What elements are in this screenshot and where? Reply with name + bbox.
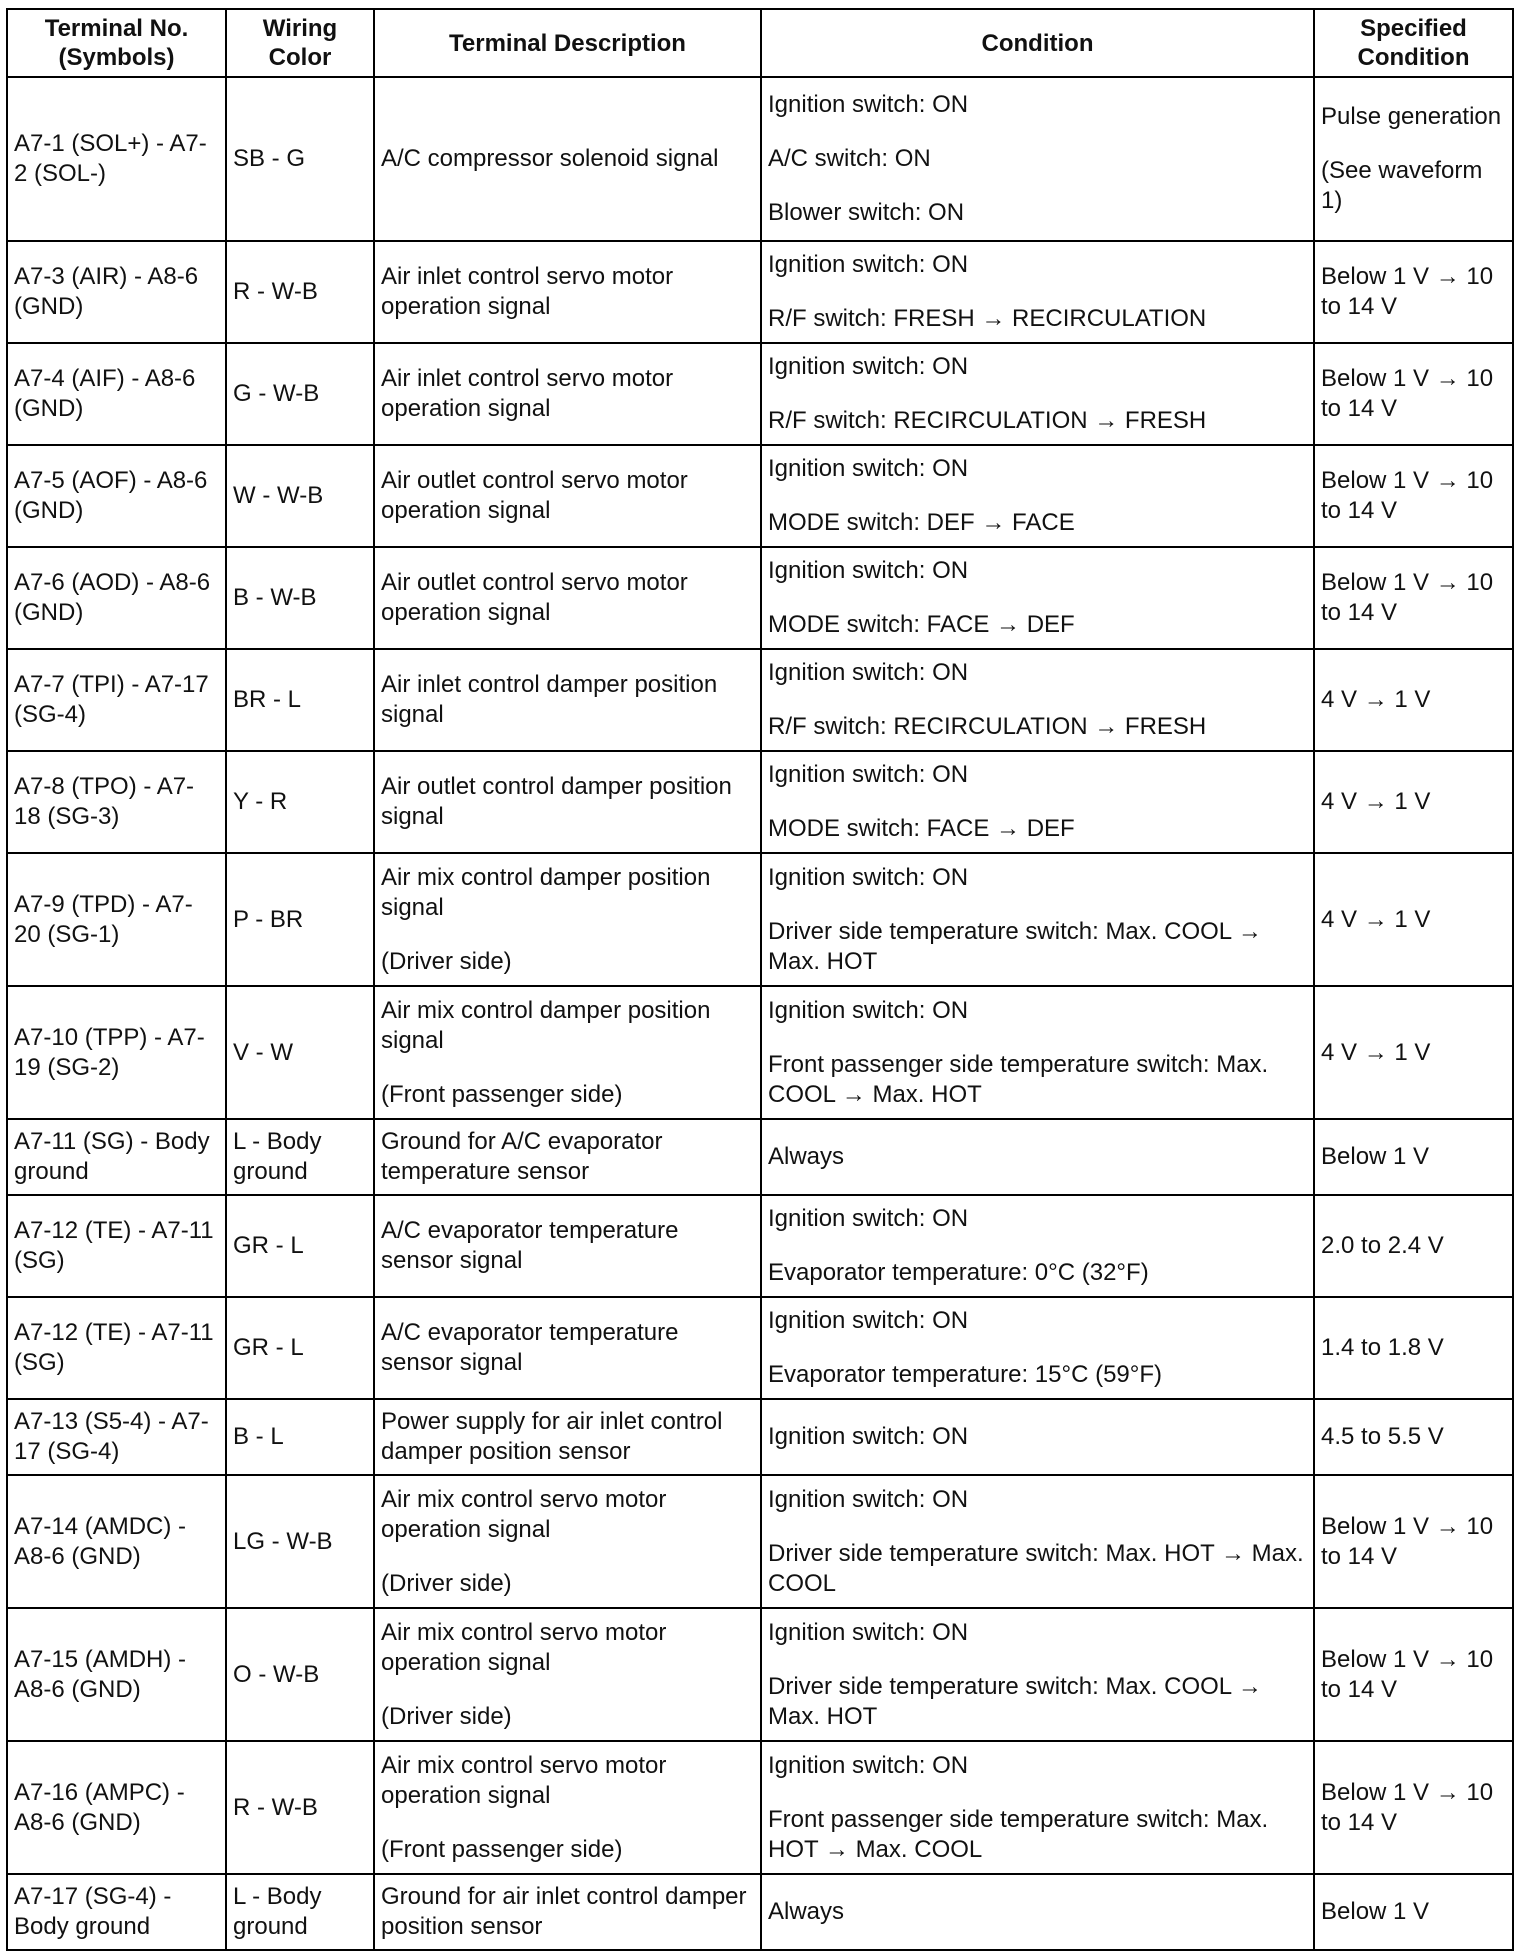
header-wiring-color: Wiring Color (226, 9, 374, 77)
cell-condition-line: Evaporator temperature: 0°C (32°F) (768, 1259, 1149, 1286)
cell-description (374, 649, 761, 751)
cell-specified (1314, 1119, 1513, 1195)
cell-condition-line: Ignition switch: ON (768, 1751, 969, 1779)
header-terminal-description: Terminal Description (374, 9, 761, 77)
header-row (7, 9, 1513, 77)
cell-specified-line: Below 1 V → 10 to 14 V (1321, 569, 1494, 626)
cell-specified (1314, 1741, 1513, 1874)
cell-terminal: A7-16 (AMPC) - A8-6 (GND) (7, 1741, 226, 1874)
cell-terminal: A7-15 (AMDH) - A8-6 (GND) (7, 1608, 226, 1741)
cell-wiring-color: SB - G (226, 77, 374, 241)
cell-specified (1314, 547, 1513, 649)
cell-wiring-color: B - W-B (226, 547, 374, 649)
cell-description-line: A/C evaporator temperature sensor signal (381, 1217, 679, 1274)
cell-condition-line: Ignition switch: ON (768, 557, 969, 584)
cell-specified-line: Pulse generation (1321, 103, 1502, 130)
cell-specified (1314, 649, 1513, 751)
cell-description-line: (Driver side) (381, 947, 512, 975)
cell-specified-line: Below 1 V → 10 to 14 V (1321, 1645, 1494, 1703)
table-row (7, 1195, 1513, 1297)
cell-condition (761, 241, 1314, 343)
cell-terminal: A7-12 (TE) - A7-11 (SG) (7, 1297, 226, 1399)
table-row (7, 77, 1513, 241)
cell-specified (1314, 1399, 1513, 1475)
table-row (7, 986, 1513, 1119)
cell-description-line: Air mix control servo motor operation signal (381, 1751, 667, 1809)
table-row (7, 1608, 1513, 1741)
cell-wiring-color: G - W-B (226, 343, 374, 445)
cell-condition-line: Ignition switch: ON (768, 251, 969, 278)
cell-condition (761, 986, 1314, 1119)
cell-specified (1314, 1297, 1513, 1399)
cell-specified (1314, 1874, 1513, 1950)
cell-terminal: A7-4 (AIF) - A8-6 (GND) (7, 343, 226, 445)
cell-specified (1314, 241, 1513, 343)
cell-description (374, 1297, 761, 1399)
cell-description (374, 343, 761, 445)
cell-specified-line: 4 V → 1 V (1321, 1038, 1431, 1066)
table-row (7, 853, 1513, 986)
table-row (7, 1399, 1513, 1475)
cell-description-line: Air inlet control servo motor operation signal (381, 263, 674, 320)
cell-condition-line: Ignition switch: ON (768, 1423, 969, 1450)
cell-description-line: (Driver side) (381, 1702, 512, 1730)
cell-condition-line: Driver side temperature switch: Max. COOL → Max. HOT (768, 1672, 1262, 1730)
cell-condition-line: Ignition switch: ON (768, 863, 969, 891)
cell-condition-line: Ignition switch: ON (768, 1205, 969, 1232)
cell-description-line: Air outlet control servo motor operation signal (381, 569, 688, 626)
cell-condition-line: R/F switch: RECIRCULATION → FRESH (768, 713, 1207, 740)
cell-specified (1314, 853, 1513, 986)
cell-specified (1314, 343, 1513, 445)
table-row (7, 241, 1513, 343)
cell-description (374, 1195, 761, 1297)
cell-condition-line: Always (768, 1143, 845, 1170)
header-condition: Condition (761, 9, 1314, 77)
cell-description-line: Air outlet control servo motor operation signal (381, 467, 688, 524)
cell-description (374, 1874, 761, 1950)
table-row (7, 547, 1513, 649)
cell-terminal: A7-9 (TPD) - A7-20 (SG-1) (7, 853, 226, 986)
cell-condition-line: Ignition switch: ON (768, 455, 969, 482)
cell-condition (761, 1399, 1314, 1475)
header-terminal: Terminal No. (Symbols) (7, 9, 226, 77)
cell-condition (761, 445, 1314, 547)
cell-specified-line: Below 1 V → 10 to 14 V (1321, 1512, 1494, 1570)
cell-wiring-color: R - W-B (226, 1741, 374, 1874)
cell-terminal: A7-8 (TPO) - A7-18 (SG-3) (7, 751, 226, 853)
table-row (7, 1297, 1513, 1399)
cell-wiring-color: LG - W-B (226, 1475, 374, 1608)
cell-condition-line: Front passenger side temperature switch: Max. HOT → Max. COOL (768, 1805, 1269, 1863)
cell-condition-line: A/C switch: ON (768, 145, 931, 172)
terminal-table-sheet (6, 8, 1514, 1951)
cell-description-line: Power supply for air inlet control damper position sensor (381, 1408, 723, 1465)
terminal-table (6, 8, 1514, 1951)
cell-specified-line: 4.5 to 5.5 V (1321, 1423, 1444, 1450)
cell-specified (1314, 77, 1513, 241)
cell-description (374, 1608, 761, 1741)
cell-terminal: A7-5 (AOF) - A8-6 (GND) (7, 445, 226, 547)
cell-specified (1314, 1475, 1513, 1608)
table-row (7, 445, 1513, 547)
cell-description-line: A/C compressor solenoid signal (381, 145, 719, 172)
table-row (7, 1475, 1513, 1608)
cell-condition-line: Ignition switch: ON (768, 353, 969, 380)
cell-specified (1314, 986, 1513, 1119)
cell-wiring-color: R - W-B (226, 241, 374, 343)
cell-specified-line: 1.4 to 1.8 V (1321, 1334, 1444, 1361)
cell-condition-line: Evaporator temperature: 15°C (59°F) (768, 1361, 1163, 1388)
cell-condition (761, 649, 1314, 751)
cell-specified-line: (See waveform 1) (1321, 157, 1483, 214)
cell-condition (761, 343, 1314, 445)
cell-condition (761, 1741, 1314, 1874)
cell-condition-line: R/F switch: FRESH → RECIRCULATION (768, 305, 1207, 332)
cell-description-line: Ground for A/C evaporator temperature sensor (381, 1128, 663, 1185)
cell-wiring-color: W - W-B (226, 445, 374, 547)
cell-description-line: (Driver side) (381, 1569, 512, 1597)
cell-specified-line: 2.0 to 2.4 V (1321, 1232, 1444, 1259)
cell-condition-line: Blower switch: ON (768, 199, 965, 226)
cell-terminal: A7-10 (TPP) - A7-19 (SG-2) (7, 986, 226, 1119)
cell-description (374, 1399, 761, 1475)
cell-condition-line: MODE switch: FACE → DEF (768, 815, 1075, 842)
cell-specified-line: Below 1 V (1321, 1143, 1430, 1170)
cell-condition-line: MODE switch: FACE → DEF (768, 611, 1075, 638)
cell-condition-line: Ignition switch: ON (768, 659, 969, 686)
cell-description-line: Air mix control damper position signal (381, 996, 711, 1054)
cell-description-line: Ground for air inlet control damper position sensor (381, 1883, 747, 1940)
cell-specified-line: Below 1 V → 10 to 14 V (1321, 1778, 1494, 1836)
table-body (7, 77, 1513, 1950)
cell-wiring-color: GR - L (226, 1297, 374, 1399)
cell-specified-line: Below 1 V → 10 to 14 V (1321, 365, 1494, 422)
cell-wiring-color: L - Body ground (226, 1119, 374, 1195)
cell-condition (761, 547, 1314, 649)
table-row (7, 1874, 1513, 1950)
cell-condition (761, 1119, 1314, 1195)
cell-description (374, 241, 761, 343)
table-row (7, 649, 1513, 751)
cell-description (374, 853, 761, 986)
cell-condition-line: Driver side temperature switch: Max. HOT → Max. COOL (768, 1539, 1304, 1597)
cell-description-line: Air outlet control damper position signal (381, 773, 732, 830)
header-specified-condition: Specified Condition (1314, 9, 1513, 77)
cell-condition (761, 1195, 1314, 1297)
cell-condition-line: Ignition switch: ON (768, 996, 969, 1024)
cell-description-line: Air mix control damper position signal (381, 863, 711, 921)
cell-condition-line: Front passenger side temperature switch: Max. COOL → Max. HOT (768, 1050, 1269, 1108)
cell-description (374, 77, 761, 241)
cell-wiring-color: P - BR (226, 853, 374, 986)
cell-condition-line: Always (768, 1898, 845, 1925)
cell-terminal: A7-3 (AIR) - A8-6 (GND) (7, 241, 226, 343)
cell-specified (1314, 445, 1513, 547)
cell-terminal: A7-12 (TE) - A7-11 (SG) (7, 1195, 226, 1297)
cell-terminal: A7-6 (AOD) - A8-6 (GND) (7, 547, 226, 649)
cell-description-line: Air inlet control servo motor operation signal (381, 365, 674, 422)
cell-terminal: A7-1 (SOL+) - A7-2 (SOL-) (7, 77, 226, 241)
cell-terminal: A7-17 (SG-4) - Body ground (7, 1874, 226, 1950)
cell-description-line: (Front passenger side) (381, 1835, 623, 1863)
cell-specified (1314, 751, 1513, 853)
cell-wiring-color: GR - L (226, 1195, 374, 1297)
cell-wiring-color: V - W (226, 986, 374, 1119)
cell-wiring-color: BR - L (226, 649, 374, 751)
cell-terminal: A7-7 (TPI) - A7-17 (SG-4) (7, 649, 226, 751)
cell-condition (761, 853, 1314, 986)
cell-specified-line: 4 V → 1 V (1321, 788, 1431, 815)
cell-description-line: (Front passenger side) (381, 1080, 623, 1108)
cell-condition-line: Ignition switch: ON (768, 1307, 969, 1334)
cell-description-line: A/C evaporator temperature sensor signal (381, 1319, 679, 1376)
cell-terminal: A7-14 (AMDC) - A8-6 (GND) (7, 1475, 226, 1608)
cell-specified-line: Below 1 V (1321, 1898, 1430, 1925)
cell-wiring-color: O - W-B (226, 1608, 374, 1741)
cell-specified (1314, 1195, 1513, 1297)
cell-condition (761, 1475, 1314, 1608)
cell-condition-line: MODE switch: DEF → FACE (768, 509, 1075, 536)
table-header (7, 9, 1513, 77)
cell-specified-line: Below 1 V → 10 to 14 V (1321, 467, 1494, 524)
cell-condition (761, 1608, 1314, 1741)
cell-condition-line: R/F switch: RECIRCULATION → FRESH (768, 407, 1207, 434)
table-row (7, 1119, 1513, 1195)
cell-specified-line: Below 1 V → 10 to 14 V (1321, 263, 1494, 320)
table-row (7, 343, 1513, 445)
cell-condition-line: Ignition switch: ON (768, 1485, 969, 1513)
cell-description-line: Air inlet control damper position signal (381, 671, 718, 728)
cell-description (374, 751, 761, 853)
cell-description-line: Air mix control servo motor operation signal (381, 1618, 667, 1676)
cell-condition-line: Ignition switch: ON (768, 91, 969, 118)
table-row (7, 1741, 1513, 1874)
cell-description (374, 1741, 761, 1874)
cell-condition (761, 77, 1314, 241)
cell-description-line: Air mix control servo motor operation signal (381, 1485, 667, 1543)
cell-specified-line: 4 V → 1 V (1321, 905, 1431, 933)
cell-condition-line: Ignition switch: ON (768, 1618, 969, 1646)
cell-description (374, 986, 761, 1119)
cell-terminal: A7-11 (SG) - Body ground (7, 1119, 226, 1195)
cell-condition-line: Ignition switch: ON (768, 761, 969, 788)
cell-condition (761, 1297, 1314, 1399)
cell-wiring-color: Y - R (226, 751, 374, 853)
cell-description (374, 547, 761, 649)
cell-terminal: A7-13 (S5-4) - A7-17 (SG-4) (7, 1399, 226, 1475)
cell-condition-line: Driver side temperature switch: Max. COOL → Max. HOT (768, 917, 1262, 975)
cell-description (374, 1475, 761, 1608)
cell-condition (761, 751, 1314, 853)
cell-wiring-color: L - Body ground (226, 1874, 374, 1950)
table-row (7, 751, 1513, 853)
cell-specified-line: 4 V → 1 V (1321, 686, 1431, 713)
cell-wiring-color: B - L (226, 1399, 374, 1475)
cell-description (374, 445, 761, 547)
cell-specified (1314, 1608, 1513, 1741)
cell-description (374, 1119, 761, 1195)
cell-condition (761, 1874, 1314, 1950)
